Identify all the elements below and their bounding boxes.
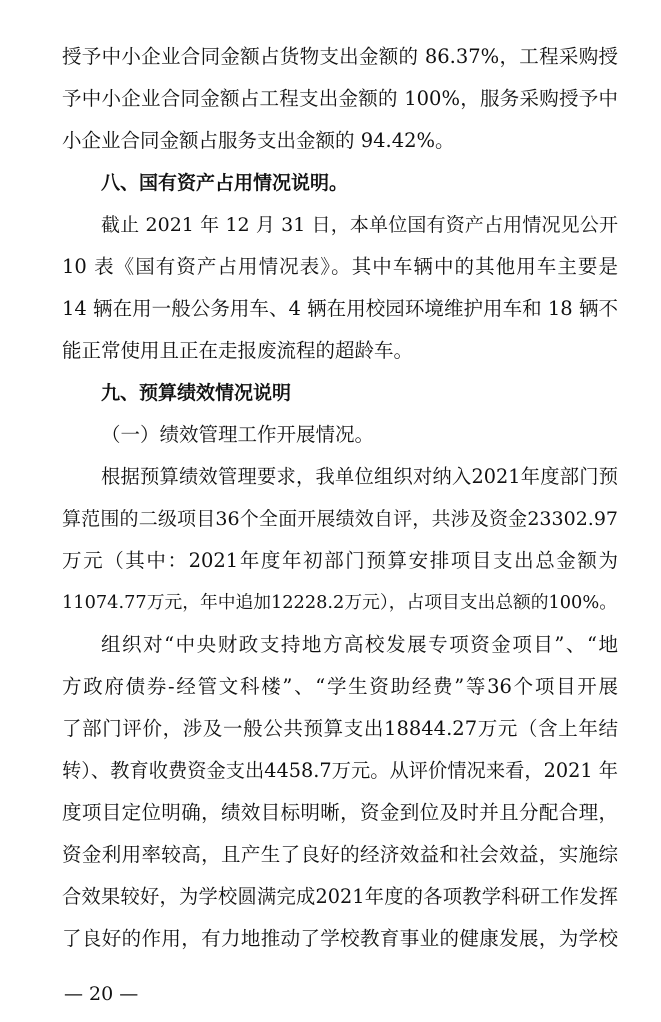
page-number: — 20 — [64,983,139,1005]
text-line: 转）、教育收费资金支出4458.7万元。从评价情况来看，2021 年 [62,759,618,782]
text-line: 11074.77万元，年中追加12228.2万元），占项目支出总额的100%。 [62,593,617,613]
text-line: 方政府债券-经管文科楼”、“学生资助经费”等36个项目开展 [62,675,618,698]
paragraph-procurement-continued [62,36,618,162]
text-line: 能正常使用且正在走报废流程的超龄车。 [62,339,414,362]
text-line: 度项目定位明确，绩效目标明晰，资金到位及时并且分配合理， [62,801,618,824]
text-line: 截止 2021 年 12 月 31 日，本单位国有资产占用情况见公开 [101,214,618,236]
text-line: 了部门评价，涉及一般公共预算支出18844.27万元（含上年结 [62,717,618,740]
text-line: 10 表《国有资产占用情况表》。其中车辆中的其他用车主要是 [62,255,618,278]
text-line: 授予中小企业合同金额占货物支出金额的 86.37%，工程采购授 [62,45,618,68]
section-heading-8: 八、国有资产占用情况说明。 [101,172,349,194]
paragraph-state-assets [62,204,618,372]
subsection-heading-1: （一）绩效管理工作开展情况。 [101,423,375,446]
text-line: 根据预算绩效管理要求，我单位组织对纳入2021年度部门预 [101,465,618,488]
text-line: 了良好的作用，有力地推动了学校教育事业的健康发展，为学校 [62,927,618,950]
text-line: 资金利用率较高，且产生了良好的经济效益和社会效益，实施综 [62,843,618,866]
text-line: 予中小企业合同金额占工程支出金额的 100%，服务采购授予中 [62,87,618,110]
text-line: 14 辆在用一般公务用车、4 辆在用校园环境维护用车和 18 辆不 [62,297,618,320]
section-heading-9: 九、预算绩效情况说明 [101,382,292,404]
text-line: 组织对“中央财政支持地方高校发展专项资金项目”、“地 [101,633,618,656]
document-page [62,36,618,960]
text-line: 小企业合同金额占服务支出金额的 94.42%。 [62,129,455,152]
text-line: 合效果较好，为学校圆满完成2021年度的各项教学科研工作发挥 [62,885,618,908]
text-line: 万元（其中：2021年度年初部门预算安排项目支出总金额为 [62,549,618,572]
text-line: 算范围的二级项目36个全面开展绩效自评，共涉及资金23302.97 [62,508,618,530]
paragraph-self-evaluation [62,456,618,624]
paragraph-department-evaluation [62,624,618,960]
